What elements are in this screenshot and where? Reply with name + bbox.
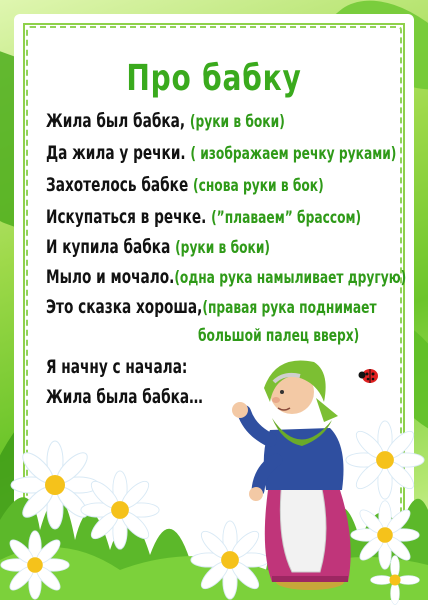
verse-text: Жила была бабка… (46, 386, 203, 408)
verse-line-7 (46, 296, 377, 318)
verse-text: Да жила у речки. (46, 142, 191, 164)
grandma-illustration (220, 350, 380, 595)
verse-line-6 (46, 266, 406, 288)
verse-action: (руки в боки) (189, 112, 285, 132)
verse-text: Захотелось бабке (46, 174, 193, 196)
daisy-icon (80, 470, 160, 550)
verse-action: (”плаваем” брассом) (211, 208, 362, 228)
verse-action: (одна рука намыливает другую) (174, 268, 407, 288)
verse-line-9 (46, 356, 187, 378)
verse-text: Это сказка хороша, (46, 296, 203, 318)
verse-text: И купила бабка (46, 236, 176, 258)
verse-action: (руки в боки) (175, 238, 271, 258)
verse-text: Жила был бабка, (46, 110, 190, 132)
verse-action: (снова руки в бок) (192, 176, 324, 196)
verse-line-1 (46, 110, 285, 132)
daisy-icon (0, 530, 70, 600)
verse-line-10 (46, 386, 203, 408)
verse-line-3 (46, 174, 324, 196)
verse-line-5 (46, 236, 270, 258)
verse-line-2 (46, 142, 396, 164)
verse-action: (правая рука поднимает (202, 298, 377, 318)
verse-action: большой палец вверх) (198, 326, 360, 346)
page-title: Про бабку (126, 58, 302, 99)
verse-line-8 (198, 324, 359, 346)
verse-text: Мыло и мочало. (46, 266, 175, 288)
verse-text: Я начну с начала: (46, 356, 188, 378)
verse-text: Искупаться в речке. (46, 206, 212, 228)
verse-line-4 (46, 206, 361, 228)
verse-action: ( изображаем речку руками) (190, 144, 397, 164)
